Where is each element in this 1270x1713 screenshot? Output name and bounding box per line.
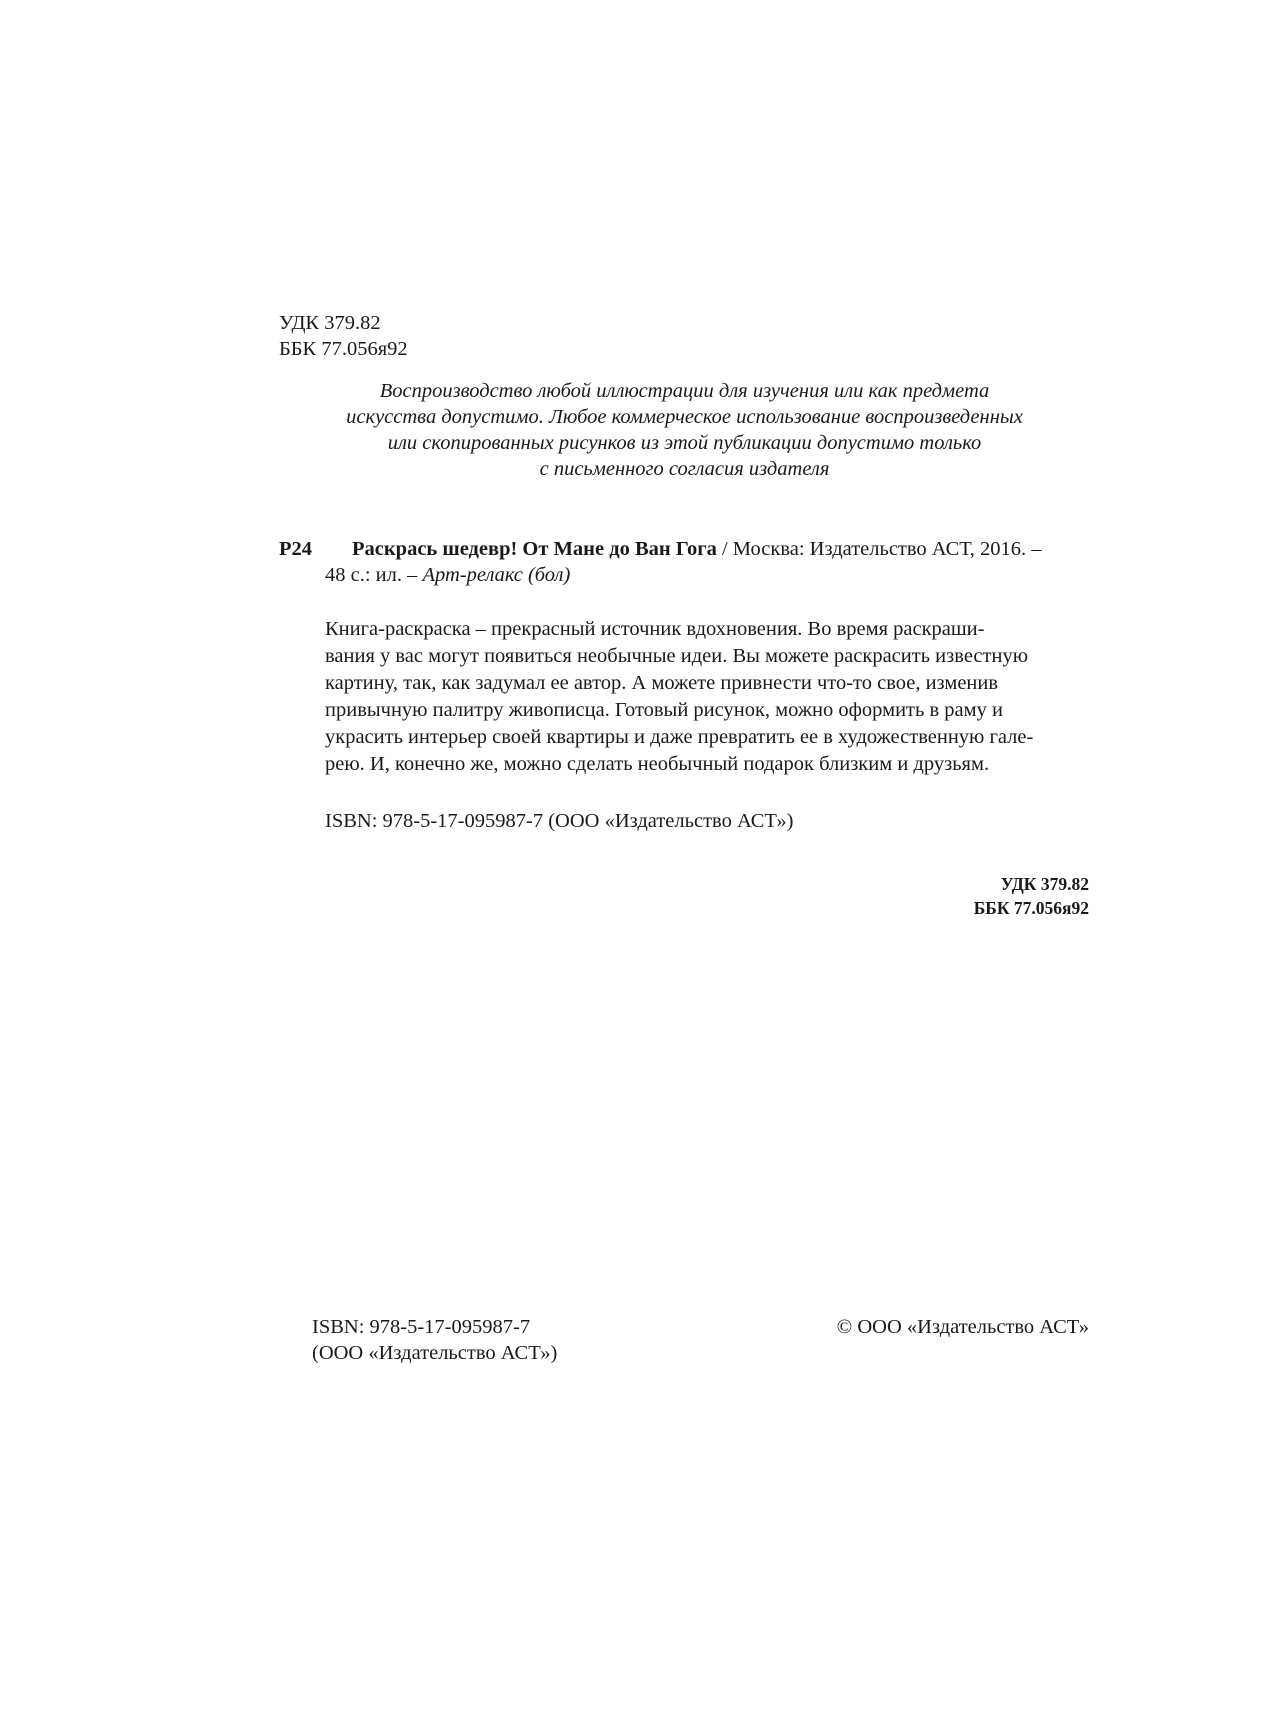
notice-line: искусства допустимо. Любое коммерческое использование воспроизведенных bbox=[346, 406, 1023, 428]
udk-right: УДК 379.82 bbox=[1000, 874, 1089, 894]
series: Арт-релакс (бол) bbox=[422, 564, 571, 586]
notice-line: или скопированных рисунков из этой публикации допустимо только bbox=[387, 432, 982, 454]
bbk-right: ББК 77.056я92 bbox=[973, 898, 1089, 918]
annotation-line: украсить интерьер своей квартиры и даже превратить ее в художественную гале- bbox=[325, 726, 1034, 748]
footer-isbn: ISBN: 978-5-17-095987-7 bbox=[312, 1316, 531, 1338]
record-title-line bbox=[352, 536, 1042, 562]
isbn-line: ISBN: 978-5-17-095987-7 (ООО «Издательство АСТ») bbox=[325, 810, 794, 832]
annotation-line: Книга-раскраска – прекрасный источник вдохновения. Во время раскраши- bbox=[325, 618, 985, 640]
notice-line: с письменного согласия издателя bbox=[539, 458, 830, 480]
annotation-line: картину, так, как задумал ее автор. А можете привнести что-то свое, изменив bbox=[325, 672, 999, 694]
bbk-top: ББК 77.056я92 bbox=[279, 338, 408, 360]
author-mark: Р24 bbox=[279, 538, 313, 560]
annotation-line: вания у вас могут появиться необычные идеи. Вы можете раскрасить известную bbox=[325, 645, 1029, 667]
annotation-line: рею. И, конечно же, можно сделать необычный подарок близким и друзьям. bbox=[325, 753, 990, 775]
book-title: Раскрась шедевр! От Мане до Ван Гога bbox=[352, 538, 717, 560]
record-pages-line bbox=[325, 562, 570, 588]
notice-line: Воспроизводство любой иллюстрации для изучения или как предмета bbox=[379, 380, 990, 402]
footer-publisher: (ООО «Издательство АСТ») bbox=[312, 1342, 558, 1364]
udk-top: УДК 379.82 bbox=[279, 312, 381, 334]
annotation-line: привычную палитру живописца. Готовый рисунок, можно оформить в раму и bbox=[325, 699, 1003, 721]
footer-copyright: © ООО «Издательство АСТ» bbox=[836, 1316, 1089, 1338]
imprint: / Москва: Издательство АСТ, 2016. – bbox=[716, 538, 1042, 560]
pages: 48 с.: ил. – bbox=[325, 564, 423, 586]
